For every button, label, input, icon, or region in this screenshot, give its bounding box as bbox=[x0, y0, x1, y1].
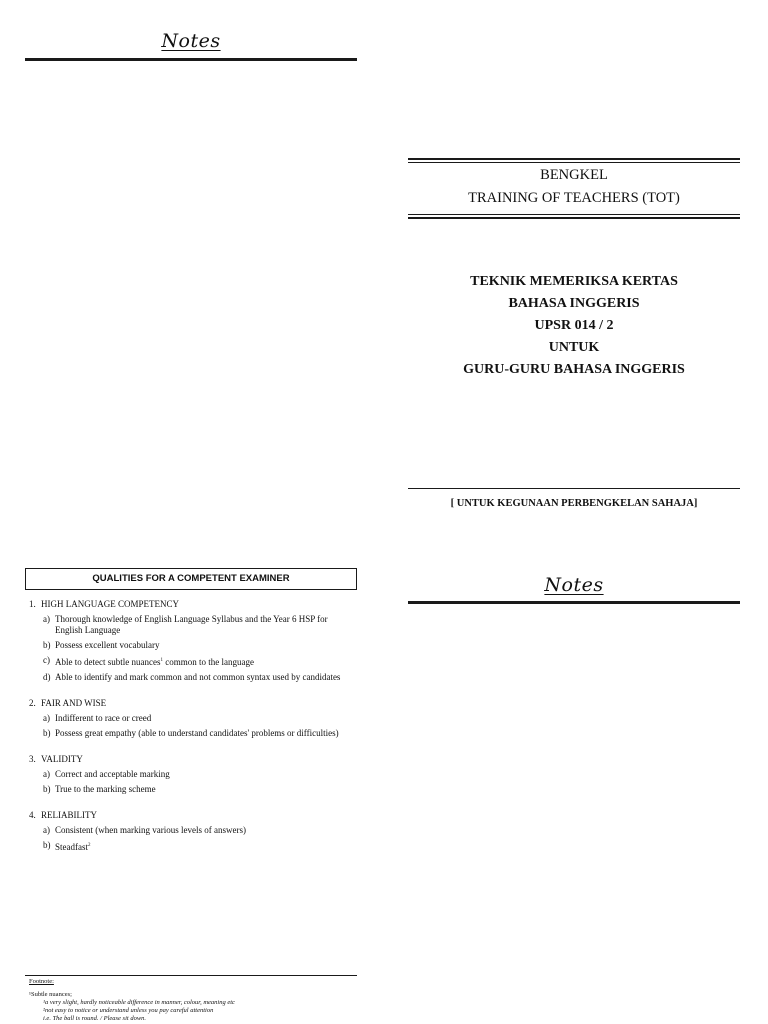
item-label: a) bbox=[43, 825, 50, 835]
list-item bbox=[43, 769, 355, 780]
qualities-title-box: QUALITIES FOR A COMPETENT EXAMINER bbox=[25, 568, 357, 590]
item-label: d) bbox=[43, 672, 51, 682]
section-heading bbox=[29, 754, 355, 765]
notes-heading-right: Notes bbox=[544, 574, 604, 596]
item-label: b) bbox=[43, 840, 51, 850]
list-item bbox=[43, 784, 355, 795]
item-label: b) bbox=[43, 784, 51, 794]
section-title: VALIDITY bbox=[41, 754, 83, 764]
footnote-rule bbox=[25, 975, 357, 976]
item-text: Possess excellent vocabulary bbox=[55, 640, 160, 650]
item-text: Able to identify and mark common and not common syntax used by candidates bbox=[55, 672, 341, 682]
item-label: b) bbox=[43, 640, 51, 650]
section-title: HIGH LANGUAGE COMPETENCY bbox=[41, 599, 179, 609]
item-label: a) bbox=[43, 713, 50, 723]
notes-heading-left: Notes bbox=[161, 30, 221, 52]
cover-bengkel: BENGKEL bbox=[540, 167, 608, 183]
cover-line: UPSR 014 / 2 bbox=[534, 318, 614, 333]
notes-rule-left bbox=[25, 58, 357, 61]
footnote-title: Footnote: bbox=[29, 978, 54, 985]
item-text: Thorough knowledge of English Language Syllabus and the Year 6 HSP for English Language bbox=[55, 614, 328, 635]
cover-bottom-rule bbox=[408, 488, 740, 489]
item-text-rest: common to the language bbox=[162, 657, 254, 667]
footnote-marker: 2 bbox=[88, 843, 91, 848]
section-heading bbox=[29, 599, 355, 610]
section-number: 2. bbox=[29, 698, 36, 708]
cover-program: TRAINING OF TEACHERS (TOT) bbox=[468, 190, 680, 206]
cover-mid-rule bbox=[408, 214, 740, 215]
section-number: 3. bbox=[29, 754, 36, 764]
section-number: 4. bbox=[29, 810, 36, 820]
item-text: Possess great empathy (able to understand candidates' problems or difficulties) bbox=[55, 728, 339, 738]
section-2 bbox=[29, 698, 355, 739]
list-item bbox=[43, 825, 355, 836]
item-text-main: Steadfast bbox=[55, 842, 88, 852]
footnote-line: ¹Subtle nuances; bbox=[29, 991, 72, 998]
list-item bbox=[43, 713, 355, 724]
list-item bbox=[43, 655, 355, 668]
item-label: b) bbox=[43, 728, 51, 738]
list-item bbox=[43, 672, 355, 683]
item-label: c) bbox=[43, 655, 50, 665]
section-title: RELIABILITY bbox=[41, 810, 97, 820]
usage-note: [ UNTUK KEGUNAAN PERBENGKELAN SAHAJA] bbox=[450, 498, 698, 509]
cover-line: BAHASA INGGERIS bbox=[508, 296, 640, 311]
notes-rule-right bbox=[408, 601, 740, 604]
item-text: Indifferent to race or creed bbox=[55, 713, 152, 723]
qualities-list bbox=[29, 599, 355, 857]
list-item bbox=[43, 840, 355, 853]
section-title: FAIR AND WISE bbox=[41, 698, 107, 708]
section-4 bbox=[29, 810, 355, 853]
item-label: a) bbox=[43, 614, 50, 624]
section-heading bbox=[29, 698, 355, 709]
item-label: a) bbox=[43, 769, 50, 779]
cover-mid-rule-2 bbox=[408, 217, 740, 219]
item-text bbox=[55, 840, 345, 853]
list-item bbox=[43, 614, 355, 636]
footnote-line: ¹a very slight, hardly noticeable difference in manner, colour, meaning etc bbox=[43, 999, 235, 1006]
footnote-line: i.e. The ball is round. / Please sit down. bbox=[43, 1015, 147, 1022]
footnote-line: ²not easy to notice or understand unless you pay careful attention bbox=[43, 1007, 214, 1014]
footnote-marker: 1 bbox=[160, 658, 163, 663]
section-1 bbox=[29, 599, 355, 683]
list-item bbox=[43, 640, 355, 651]
item-text: True to the marking scheme bbox=[55, 784, 156, 794]
cover-line: GURU-GURU BAHASA INGGERIS bbox=[463, 362, 685, 377]
cover-title-block bbox=[408, 271, 740, 381]
cover-top-rule bbox=[408, 158, 740, 160]
list-item bbox=[43, 728, 355, 739]
section-heading bbox=[29, 810, 355, 821]
footnote bbox=[29, 978, 355, 1023]
item-text: Correct and acceptable marking bbox=[55, 769, 170, 779]
cover-line: TEKNIK MEMERIKSA KERTAS bbox=[470, 274, 678, 289]
section-number: 1. bbox=[29, 599, 36, 609]
item-text-main: Able to detect subtle nuances bbox=[55, 657, 161, 667]
item-text: Consistent (when marking various levels of answers) bbox=[55, 825, 246, 835]
item-text bbox=[55, 655, 345, 668]
section-3 bbox=[29, 754, 355, 795]
cover-line: UNTUK bbox=[548, 340, 600, 355]
